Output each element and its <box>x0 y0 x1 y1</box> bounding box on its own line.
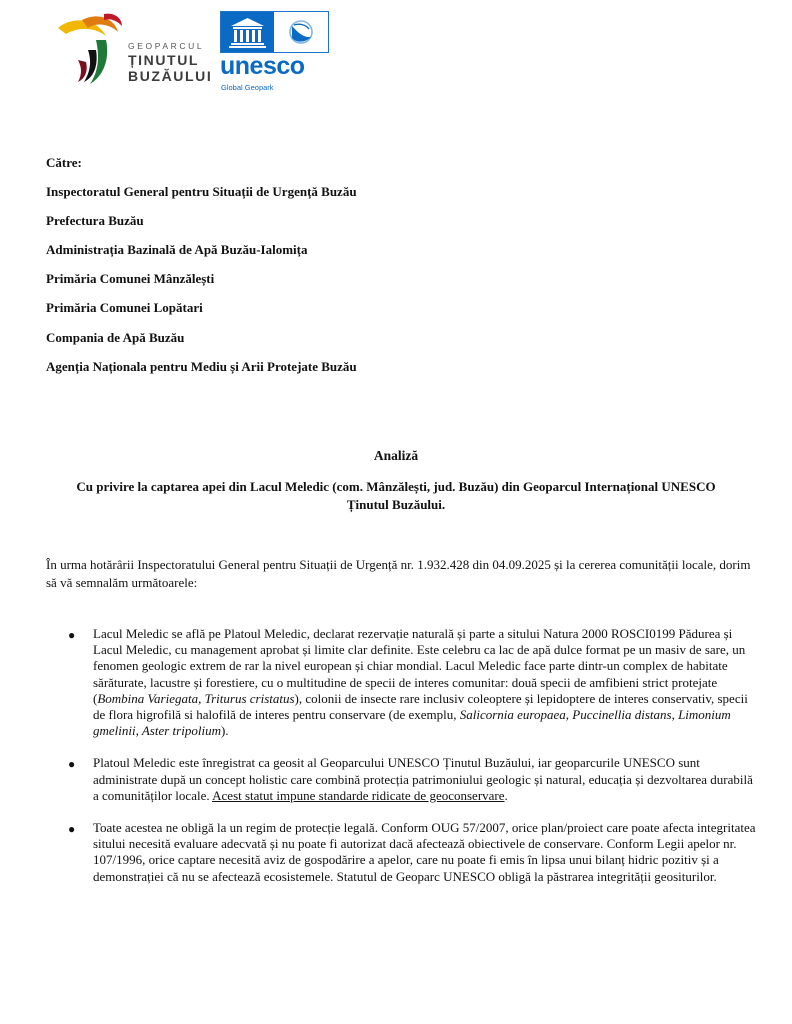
unesco-temple-icon <box>221 12 274 52</box>
bullet-dot-icon: ● <box>68 822 76 837</box>
bullet-text: Lacul Meledic se află pe Platoul Meledic, declarat rezervație naturală și parte a sitului Natura 2000 ROSCI0199 Pădurea și Lacul Meledic, cu management aprobat și limite clar definite. Este celebru ca lac de apă dulce format pe un masiv de sare, un fenomen geologic extrem de rar la nivel european și chiar mondial. Lacul Meledic face parte dintr-un complex de habitate sărăturate, lacustre și forestiere, cu o multitudine de specii de interes comunitar: două specii de amfibieni strict protejate ( <box>93 626 746 706</box>
bullet-dot-icon: ● <box>68 757 76 772</box>
recipient-item: Inspectoratul General pentru Situații de Urgență Buzău <box>46 184 357 200</box>
species-names: Bombina Variegata, Triturus cristatus <box>97 690 295 706</box>
bullet-item <box>46 626 756 739</box>
bullet-dot-icon: ● <box>68 628 76 642</box>
underlined-statement: Acest statut impune standarde ridicate de geoconservare <box>212 787 505 803</box>
global-geopark-globe-icon <box>275 12 328 52</box>
unesco-temple-panel <box>221 12 274 52</box>
geopark-line-2: ȚINUTUL <box>128 51 200 68</box>
analysis-bullets <box>46 626 756 901</box>
recipients-heading: Către: <box>46 155 82 170</box>
geopark-line-1: GEOPARCUL <box>128 41 205 51</box>
recipient-item: Primăria Comunei Mânzălești <box>46 271 215 287</box>
unesco-subtitle: Global Geopark <box>221 83 274 92</box>
species-names: Puccinellia distans, Limonium gmelinii, Aster tripolium <box>93 707 731 739</box>
bullet-text: ). <box>220 723 229 739</box>
bullet-text: . <box>504 787 508 803</box>
recipient-item: Prefectura Buzău <box>46 213 144 229</box>
recipients-block <box>46 154 746 387</box>
geopark-swoosh-icon <box>52 10 132 90</box>
bullet-item <box>46 820 756 885</box>
unesco-logo <box>220 11 330 95</box>
bullet-text: Platoul Meledic este înregistrat ca geosit al Geoparcului UNESCO Ținutul Buzăului, iar geoparcurile UNESCO sunt administrate după un concept holistic care combină protecția patrimoniului geologic și natural, educația și dezvoltarea durabilă a comunităților locale. <box>93 755 753 803</box>
intro-paragraph: În urma hotărârii Inspectoratului General pentru Situații de Urgență nr. 1.932.428 din 04.09.2025 și la cererea comunității locale, dorim să vă semnalăm următoarele: <box>46 557 751 590</box>
geopark-wordmark <box>128 42 212 83</box>
document-subtitle: Cu privire la captarea apei din Lacul Meledic (com. Mânzălești, jud. Buzău) din Geoparcul Internațional UNESCO Ținutul Buzăului. <box>76 479 716 512</box>
letterhead <box>52 10 352 96</box>
bullet-text: Toate acestea ne obligă la un regim de protecție legală. Conform OUG 57/2007, orice plan/proiect care poate afecta integritatea sitului necesită evaluare adecvată și nu poate fi autorizat dacă afectează obiectivele de conservare. Conform Legii apelor nr. 107/1996, orice captare necesită aviz de gospodărire a apelor, care nu poate fi emis în lipsa unui bilanț hidric pozitiv și a demonstrației că nu se afectează ecosistemele. Statutul de Geoparc UNESCO obligă la păstrarea integrității geositurilor. <box>93 820 756 884</box>
bullet-item <box>46 755 756 804</box>
species-names: Salicornia europaea <box>459 707 566 723</box>
recipient-item: Administrația Bazinală de Apă Buzău-Ialomița <box>46 242 308 258</box>
geopark-line-3: BUZĂULUI <box>128 67 213 84</box>
recipient-item: Agenția Naționala pentru Mediu și Arii Protejate Buzău <box>46 358 357 374</box>
document-title: Analiză <box>373 448 419 463</box>
recipient-item: Compania de Apă Buzău <box>46 329 185 345</box>
bullet-text: , <box>565 707 573 723</box>
recipient-item: Primăria Comunei Lopătari <box>46 300 203 316</box>
unesco-wordmark: unesco <box>220 52 305 80</box>
bullet-text: ), colonii de insecte rare inclusiv coleoptere și lepidoptere de interes conservativ, specii de flora higrofilă si halofilă de interes pentru conservare (de exemplu, <box>93 690 748 723</box>
geopark-logo <box>52 10 213 96</box>
unesco-emblem-box <box>220 11 329 53</box>
